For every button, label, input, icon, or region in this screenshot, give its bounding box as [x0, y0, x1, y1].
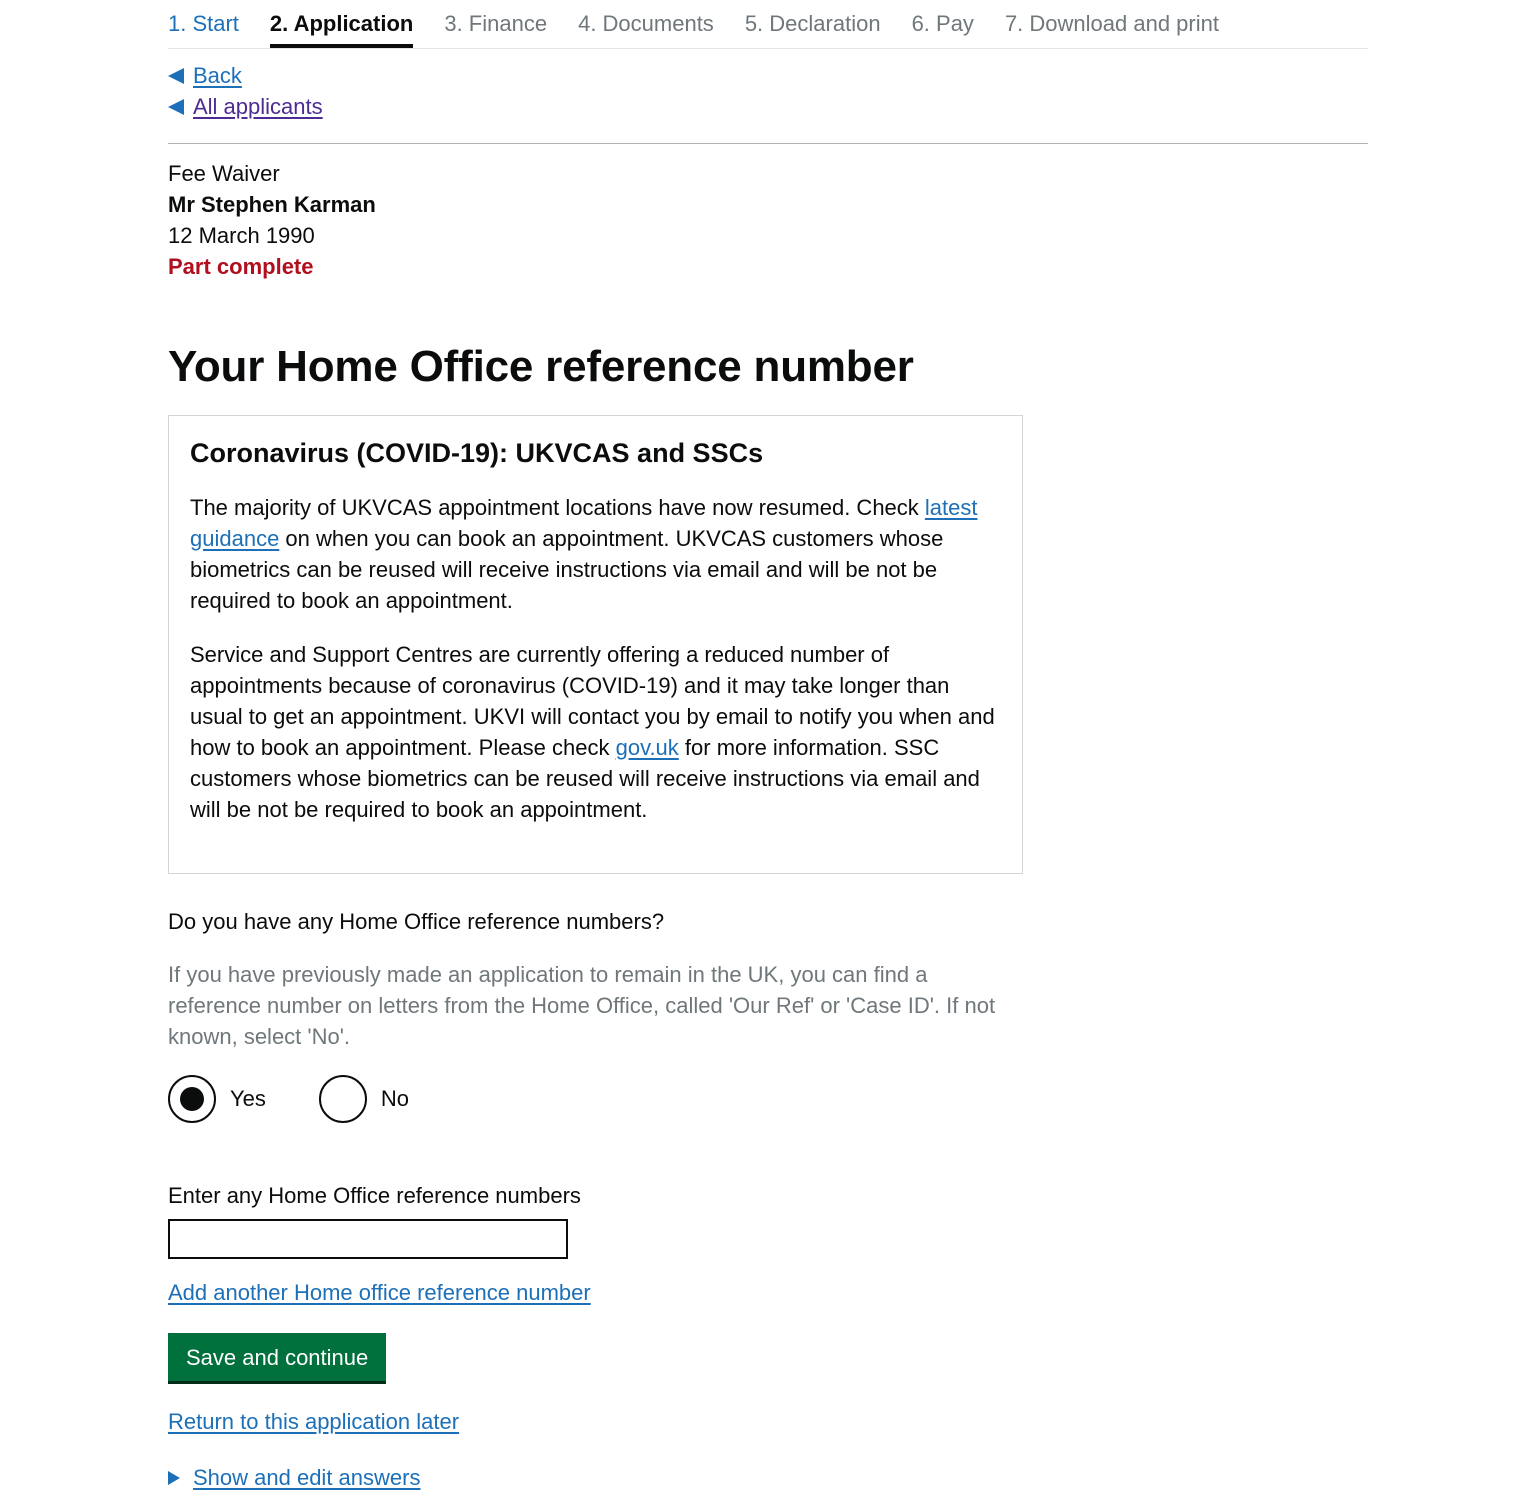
- radio-yes-circle[interactable]: [168, 1075, 216, 1123]
- expand-arrow-icon: [168, 1471, 180, 1485]
- step-application: 2. Application: [270, 0, 413, 48]
- notice-p1-text: The majority of UKVCAS appointment locations have now resumed. Check: [190, 495, 925, 520]
- radio-yes-label: Yes: [230, 1086, 266, 1111]
- radio-no-label: No: [380, 1086, 410, 1111]
- reference-question: Do you have any Home Office reference numbers?: [168, 909, 665, 934]
- back-arrow-icon: [168, 68, 184, 84]
- back-links: [168, 49, 1368, 122]
- radio-yes[interactable]: [168, 1075, 266, 1123]
- notice-p2-text: Service and Support Centres are currently offering a reduced number of appointments because of coronavirus (COVID-19) and it may take longer than usual to get an appointment. UKVI will contact you by email to notify you when and how to book an appointment. Please check: [190, 642, 995, 760]
- step-start[interactable]: 1. Start: [168, 11, 239, 36]
- back-arrow-icon: [168, 99, 184, 115]
- gov-uk-link[interactable]: gov.uk: [615, 735, 679, 760]
- step-documents: 4. Documents: [578, 11, 714, 36]
- notice-p2-text-end: for more information. SSC customers whose biometrics can be reused will receive instructions via email and will be not be required to book an appointment.: [190, 735, 980, 822]
- step-download-print: 7. Download and print: [1004, 11, 1219, 36]
- main-container: [168, 0, 1368, 1493]
- latest-guidance-link[interactable]: latest guidance: [190, 495, 978, 551]
- all-applicants-label: All applicants: [193, 94, 323, 119]
- applicant-name: Mr Stephen Karman: [168, 192, 376, 217]
- reference-radios: [168, 1074, 1368, 1124]
- step-declaration: 5. Declaration: [744, 11, 881, 36]
- show-edit-answers-link[interactable]: Show and edit answers: [193, 1465, 421, 1490]
- applicant-summary: [168, 158, 1368, 282]
- reference-input-label: Enter any Home Office reference numbers: [168, 1183, 581, 1208]
- step-pay: 6. Pay: [911, 11, 974, 36]
- status-badge: Part complete: [168, 254, 314, 279]
- notice-paragraph-1: [190, 492, 1002, 616]
- radio-no[interactable]: [319, 1075, 409, 1123]
- radio-no-circle[interactable]: [319, 1075, 367, 1123]
- save-and-continue-button[interactable]: Save and continue: [168, 1333, 386, 1381]
- section-divider: [168, 143, 1368, 144]
- covid-notice: [168, 415, 1023, 874]
- return-later-link[interactable]: Return to this application later: [168, 1409, 460, 1434]
- add-another-reference-link[interactable]: Add another Home office reference number: [168, 1280, 591, 1305]
- back-link[interactable]: [168, 60, 242, 91]
- step-finance: 3. Finance: [444, 11, 548, 36]
- applicant-dob: 12 March 1990: [168, 223, 315, 248]
- page-title: Your Home Office reference number: [168, 342, 914, 391]
- reference-hint: If you have previously made an application to remain in the UK, you can find a reference number on letters from the Home Office, called 'Our Ref' or 'Case ID'. If not known, select 'No'.: [168, 962, 996, 1049]
- progress-steps: [168, 0, 1368, 49]
- all-applicants-link[interactable]: [168, 91, 323, 122]
- notice-heading: Coronavirus (COVID-19): UKVCAS and SSCs: [190, 438, 764, 468]
- show-edit-answers-toggle[interactable]: [168, 1462, 1368, 1493]
- reference-number-input[interactable]: [168, 1219, 568, 1259]
- notice-paragraph-2: [190, 639, 1002, 825]
- notice-p1-text-end: on when you can book an appointment. UKVCAS customers whose biometrics can be reused will receive instructions via email and will be not be required to book an appointment.: [190, 526, 944, 613]
- back-link-label: Back: [193, 63, 242, 88]
- application-type: Fee Waiver: [168, 161, 280, 186]
